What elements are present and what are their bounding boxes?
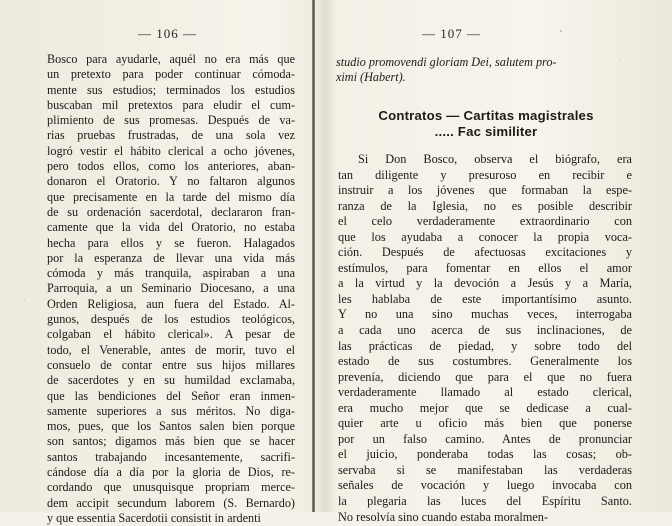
text-line: quier arte u oficio más bien que ponerse [338, 416, 632, 431]
section-subheading: ..... Fac similiter [434, 124, 538, 139]
right-page-text [338, 152, 632, 525]
text-line: a cada uno acerca de sus inclinaciones, de [338, 323, 632, 338]
text-line: donaron el Oratorio. Y no faltaron algunos [47, 174, 295, 189]
text-line: santos trabajando incesantemente, sacrifi- [47, 449, 295, 464]
text-line: por la esperanza de llevar una vida más [47, 250, 295, 265]
scan-speck [620, 60, 621, 61]
text-line: a la virtud y la devoción a Jesús y a María, [338, 276, 632, 291]
text-line: les hablaba de este importantísimo asunto. [338, 291, 632, 306]
section-heading: Contratos — Cartitas magistrales [378, 108, 594, 123]
text-line: Orden Religiosa, aun fuera del Estado. Al- [47, 296, 295, 311]
text-line: que los ayudaba a conocer la propia voca- [338, 229, 632, 244]
text-line: tan diligente y presuroso en recibir e [338, 167, 632, 182]
text-line: camente que la vida del Oratorio, no estaba [47, 220, 295, 235]
text-line: Bosco para ayudarle, aquél no era más que [47, 52, 295, 66]
text-line: son santos; digamos más bien que se hacer [47, 434, 295, 449]
text-line: mente sus estudios; terminados los estudios [47, 82, 295, 97]
page-number-106: — 106 — [138, 26, 197, 41]
text-line: instruir a los jóvenes que formaban la espe- [338, 183, 632, 198]
text-line: No resolvía sino cuando estaba moralmen- [338, 509, 549, 524]
text-line: pero todos ellos, como los anteriores, aban- [47, 159, 295, 174]
text-line: cómoda y más tranquila, aspiraban a una [47, 266, 295, 281]
text-line: era mucho mejor que se dedicase a cual- [338, 400, 632, 415]
left-page-text [47, 52, 295, 526]
text-line: que precisamente en la tarde del mismo día [47, 189, 295, 204]
text-line: ranza de la Iglesia, no es posible describir [338, 198, 632, 213]
text-line: rias pruebas frustradas, de una sola vez [47, 128, 295, 143]
right-page [316, 0, 672, 524]
text-line: cordando que unusquisque propriam merce- [47, 480, 295, 495]
text-line: todo, el Venerable, antes de morir, tuvo el [47, 342, 295, 357]
text-line: el celo verdaderamente extraordinario con [338, 214, 632, 229]
left-page [0, 0, 312, 525]
text-line: prevenía, diciendo que para el que no fuera [338, 369, 632, 384]
text-line: plimiento de sus promesas. Después de va- [47, 113, 295, 128]
page-number-107: — 107 — [422, 26, 481, 41]
text-line: estímulos, para fomentar en ellos el amor [338, 260, 632, 275]
text-line: que las bendiciones del Señor eran inmen- [47, 388, 295, 403]
right-page-continuation [336, 55, 606, 86]
text-line: consuelo de contar entre sus hijos millares [47, 357, 295, 372]
text-line: de sacerdotes y en su humildad exclamaba, [47, 373, 295, 388]
text-line: estado de sus costumbres. Generalmente los [338, 354, 632, 369]
book-gutter [312, 0, 315, 512]
text-line: y que essentia Sacerdotii consistit in ardenti [47, 510, 261, 525]
text-line: verdaderamente llamado al estado clerical, [338, 385, 632, 400]
text-line: ción. Después de afectuosas excitaciones y [338, 245, 632, 260]
text-line: gunos, después de los estudios teológicos, [47, 312, 295, 327]
text-line: colgaban el hábito clerical». A pesar de [47, 327, 295, 342]
text-line: de su ordenación sacerdotal, declararon fran- [47, 204, 295, 219]
text-line: logró vestir el hábito clerical a ocho jóvenes, [47, 143, 295, 158]
scan-speck [24, 300, 25, 301]
text-line: un pretexto para poder continuar cómoda- [47, 67, 295, 82]
text-line: samente superiores a sus méritos. No diga- [47, 403, 295, 418]
text-line: señales de vocación y luego invocaba con [338, 478, 632, 493]
text-line: por un falso camino. Antes de pronunciar [338, 431, 632, 446]
scan-speck [560, 30, 562, 32]
text-line: servaba si se manifestaban las verdaderas [338, 462, 632, 477]
text-line: ximi (Habert). [336, 70, 406, 85]
text-line: el juicio, ponderaba todas las cosas; ob- [338, 447, 632, 462]
text-line: Parroquia, a un Seminario Diocesano, a una [47, 281, 295, 296]
text-line: dem accipit secundum laborem (S. Bernardo) [47, 495, 295, 510]
text-line: studio promovendi gloriam Dei, salutem pro- [336, 55, 557, 69]
text-line: buscaban mil pretextos para eludir el cum- [47, 97, 295, 112]
text-line: hecha para ellos y se fueron. Halagados [47, 235, 295, 250]
text-line: la plegaria las luces del Espíritu Santo. [338, 494, 632, 509]
text-line: cándose día a día por la gloria de Dios, re- [47, 465, 295, 480]
text-line: Y no una sino muchas veces, interrogaba [338, 307, 632, 322]
text-line: las prácticas de piedad, y sobre todo del [338, 338, 632, 353]
text-line: mos, pues, que los Santos salen bien porque [47, 419, 295, 434]
text-line: Si Don Bosco, observa el biógrafo, era [358, 152, 632, 166]
scan-speck [600, 470, 602, 471]
